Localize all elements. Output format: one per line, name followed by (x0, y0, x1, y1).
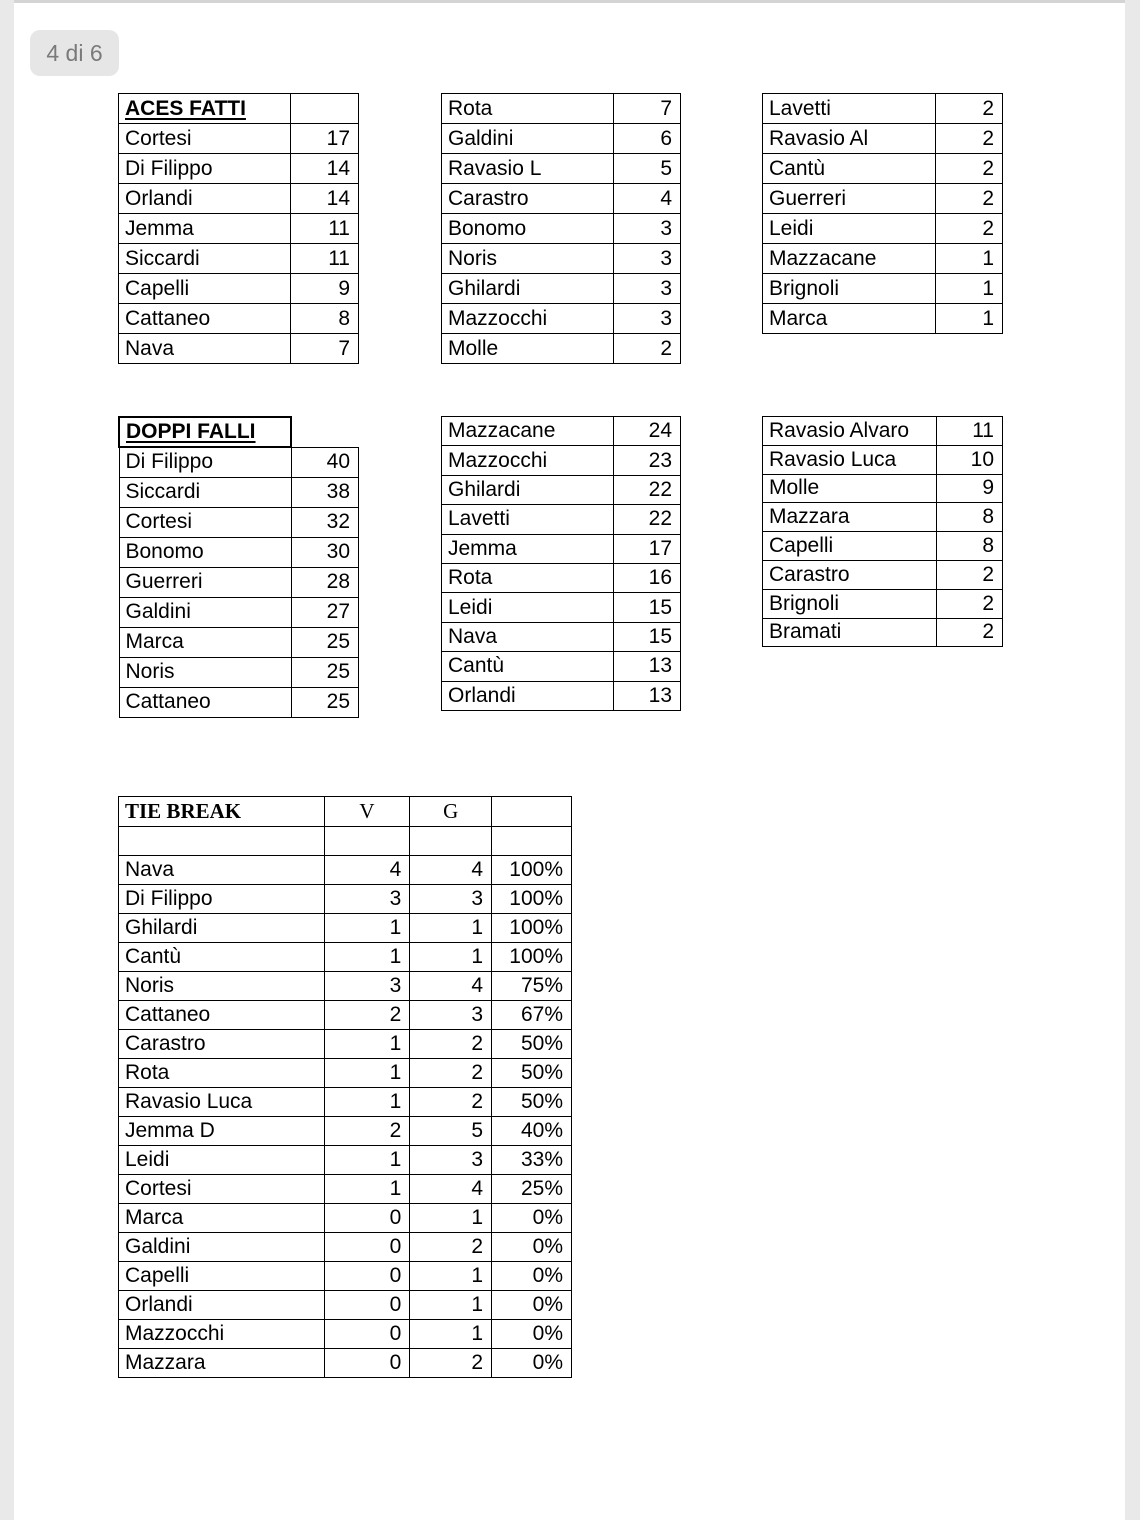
table-row (119, 244, 359, 274)
player-name: Orlandi (442, 681, 614, 710)
wins-value: 1 (324, 1088, 410, 1117)
player-value: 7 (291, 334, 359, 364)
games-value: 2 (410, 1233, 492, 1262)
player-name: Brignoli (763, 274, 936, 304)
player-name: Ghilardi (442, 475, 614, 504)
games-value: 5 (410, 1117, 492, 1146)
percent-value: 0% (492, 1320, 572, 1349)
player-name: Leidi (442, 593, 614, 622)
player-value: 3 (614, 214, 681, 244)
table-row (119, 447, 359, 477)
table-row (119, 334, 359, 364)
percent-value: 40% (492, 1117, 572, 1146)
player-name: Ravasio Luca (119, 1088, 325, 1117)
player-value: 22 (614, 505, 681, 534)
player-name: Mazzara (119, 1349, 325, 1378)
percent-value: 33% (492, 1146, 572, 1175)
games-value: 1 (410, 943, 492, 972)
percent-value: 0% (492, 1233, 572, 1262)
header-empty-cell (291, 94, 359, 124)
table-row (763, 274, 1003, 304)
table-row (763, 503, 1003, 532)
table-row (763, 244, 1003, 274)
table-row (442, 622, 681, 651)
player-name: Ghilardi (442, 274, 614, 304)
table-row (119, 477, 359, 507)
table-row (119, 943, 572, 972)
doppi-table-1 (118, 416, 359, 718)
player-value: 14 (291, 154, 359, 184)
player-name: Galdini (119, 1233, 325, 1262)
table-row (763, 184, 1003, 214)
player-value: 2 (936, 154, 1003, 184)
table-row (442, 274, 681, 304)
player-name: Leidi (763, 214, 936, 244)
table-row (763, 304, 1003, 334)
table-row (442, 446, 681, 475)
player-name: Cantù (763, 154, 936, 184)
player-name: Marca (119, 627, 291, 657)
games-value: 2 (410, 1059, 492, 1088)
table-row (442, 154, 681, 184)
header-empty-cell (291, 417, 358, 447)
player-name: Bonomo (442, 214, 614, 244)
wins-value: 1 (324, 1175, 410, 1204)
games-value: 1 (410, 1204, 492, 1233)
player-value: 25 (291, 627, 358, 657)
wins-value: 1 (324, 1030, 410, 1059)
wins-value: 0 (324, 1204, 410, 1233)
games-value: 3 (410, 1146, 492, 1175)
table-row (119, 1117, 572, 1146)
wins-value: 4 (324, 856, 410, 885)
player-name: Jemma (119, 214, 291, 244)
table-row (763, 417, 1003, 446)
player-value: 11 (291, 244, 359, 274)
player-name: Orlandi (119, 1291, 325, 1320)
wins-value: 0 (324, 1291, 410, 1320)
table-row (442, 214, 681, 244)
player-name: Mazzocchi (119, 1320, 325, 1349)
aces-title: ACES FATTI (125, 96, 246, 120)
player-name: Ravasio L (442, 154, 614, 184)
player-value: 6 (614, 124, 681, 154)
player-name: Guerreri (763, 184, 936, 214)
player-name: Mazzacane (442, 417, 614, 446)
player-value: 40 (291, 447, 358, 477)
percent-value: 100% (492, 885, 572, 914)
table-row (119, 885, 572, 914)
games-value: 2 (410, 1088, 492, 1117)
games-value: 3 (410, 885, 492, 914)
player-name: Rota (442, 94, 614, 124)
table-row (119, 124, 359, 154)
wins-value: 3 (324, 885, 410, 914)
player-value: 8 (936, 532, 1002, 561)
table-row (119, 1233, 572, 1262)
player-name: Capelli (763, 532, 937, 561)
percent-value: 50% (492, 1059, 572, 1088)
percent-value: 75% (492, 972, 572, 1001)
wins-value: 1 (324, 914, 410, 943)
player-value: 24 (614, 417, 681, 446)
table-row (442, 534, 681, 563)
player-value: 2 (936, 124, 1003, 154)
player-value: 11 (291, 214, 359, 244)
table-row (119, 687, 359, 717)
table-row (442, 593, 681, 622)
doppi-header (119, 417, 291, 447)
player-name: Lavetti (763, 94, 936, 124)
table-row (119, 1175, 572, 1204)
player-name: Siccardi (119, 477, 291, 507)
player-name: Marca (119, 1204, 325, 1233)
player-value: 2 (936, 214, 1003, 244)
wins-value: 0 (324, 1320, 410, 1349)
player-name: Cattaneo (119, 1001, 325, 1030)
player-name: Bonomo (119, 537, 291, 567)
tiebreak-table (118, 796, 572, 1378)
table-row (763, 154, 1003, 184)
percent-value: 0% (492, 1262, 572, 1291)
player-value: 10 (936, 445, 1002, 474)
wins-value: 0 (324, 1262, 410, 1291)
player-name: Carastro (442, 184, 614, 214)
empty-cell (324, 827, 410, 856)
table-row (119, 567, 359, 597)
player-name: Noris (442, 244, 614, 274)
player-value: 2 (936, 589, 1002, 618)
player-name: Nava (119, 334, 291, 364)
player-value: 15 (614, 593, 681, 622)
player-name: Ravasio Alvaro (763, 417, 937, 446)
player-value: 15 (614, 622, 681, 651)
player-name: Brignoli (763, 589, 937, 618)
player-value: 30 (291, 537, 358, 567)
wins-value: 2 (324, 1117, 410, 1146)
table-row (119, 1088, 572, 1117)
tiebreak-title: TIE BREAK (119, 797, 325, 827)
doppi-table-3 (762, 416, 1003, 647)
player-value: 2 (936, 560, 1002, 589)
player-name: Bramati (763, 618, 937, 647)
player-value: 3 (614, 244, 681, 274)
player-name: Ravasio Luca (763, 445, 937, 474)
player-value: 8 (936, 503, 1002, 532)
player-name: Cortesi (119, 507, 291, 537)
player-value: 4 (614, 184, 681, 214)
player-name: Nava (442, 622, 614, 651)
table-row (442, 652, 681, 681)
player-name: Molle (442, 334, 614, 364)
player-value: 28 (291, 567, 358, 597)
games-value: 1 (410, 1320, 492, 1349)
player-value: 13 (614, 652, 681, 681)
player-value: 9 (936, 474, 1002, 503)
player-value: 2 (614, 334, 681, 364)
table-row (442, 184, 681, 214)
player-name: Cattaneo (119, 304, 291, 334)
doppi-title: DOPPI FALLI (126, 420, 256, 443)
table-row (119, 657, 359, 687)
player-name: Cortesi (119, 124, 291, 154)
percent-value: 0% (492, 1349, 572, 1378)
player-name: Di Filippo (119, 885, 325, 914)
empty-row (119, 827, 572, 856)
player-value: 14 (291, 184, 359, 214)
player-value: 5 (614, 154, 681, 184)
table-row (119, 627, 359, 657)
percent-value: 0% (492, 1291, 572, 1320)
player-value: 1 (936, 274, 1003, 304)
games-value: 2 (410, 1349, 492, 1378)
player-name: Lavetti (442, 505, 614, 534)
player-name: Ghilardi (119, 914, 325, 943)
col-v-header: V (324, 797, 410, 827)
wins-value: 0 (324, 1349, 410, 1378)
player-name: Carastro (763, 560, 937, 589)
table-row (442, 124, 681, 154)
header-empty-cell (492, 797, 572, 827)
table-row (763, 532, 1003, 561)
col-g-header: G (410, 797, 492, 827)
player-name: Galdini (119, 597, 291, 627)
player-name: Di Filippo (119, 447, 291, 477)
player-value: 1 (936, 304, 1003, 334)
doppi-table-2 (441, 416, 681, 711)
player-name: Noris (119, 972, 325, 1001)
wins-value: 1 (324, 943, 410, 972)
table-row (442, 94, 681, 124)
player-name: Noris (119, 657, 291, 687)
table-row (119, 154, 359, 184)
player-value: 38 (291, 477, 358, 507)
table-header-row (119, 417, 359, 447)
player-name: Orlandi (119, 184, 291, 214)
player-name: Guerreri (119, 567, 291, 597)
games-value: 4 (410, 972, 492, 1001)
player-name: Cantù (119, 943, 325, 972)
table-row (119, 214, 359, 244)
table-row (119, 1349, 572, 1378)
table-row (119, 1204, 572, 1233)
table-row (119, 1059, 572, 1088)
table-row (119, 914, 572, 943)
games-value: 1 (410, 914, 492, 943)
player-name: Ravasio Al (763, 124, 936, 154)
player-value: 1 (936, 244, 1003, 274)
table-row (442, 244, 681, 274)
table-row (763, 124, 1003, 154)
table-row (119, 1001, 572, 1030)
percent-value: 50% (492, 1088, 572, 1117)
wins-value: 1 (324, 1059, 410, 1088)
player-name: Capelli (119, 274, 291, 304)
player-value: 17 (614, 534, 681, 563)
table-row (442, 681, 681, 710)
games-value: 2 (410, 1030, 492, 1059)
player-value: 2 (936, 94, 1003, 124)
table-row (119, 304, 359, 334)
games-value: 4 (410, 1175, 492, 1204)
player-name: Carastro (119, 1030, 325, 1059)
table-row (119, 1291, 572, 1320)
wins-value: 0 (324, 1233, 410, 1262)
table-row (763, 474, 1003, 503)
table-row (763, 445, 1003, 474)
percent-value: 0% (492, 1204, 572, 1233)
player-name: Mazzocchi (442, 446, 614, 475)
player-value: 17 (291, 124, 359, 154)
table-row (442, 505, 681, 534)
player-name: Nava (119, 856, 325, 885)
page-indicator: 4 di 6 (30, 30, 119, 76)
table-row (442, 334, 681, 364)
player-name: Galdini (442, 124, 614, 154)
empty-cell (492, 827, 572, 856)
table-row (119, 1146, 572, 1175)
percent-value: 67% (492, 1001, 572, 1030)
table-row (442, 475, 681, 504)
table-row (442, 304, 681, 334)
table-row (119, 972, 572, 1001)
player-name: Rota (119, 1059, 325, 1088)
games-value: 3 (410, 1001, 492, 1030)
player-name: Cattaneo (119, 687, 291, 717)
player-value: 32 (291, 507, 358, 537)
player-name: Mazzara (763, 503, 937, 532)
player-value: 8 (291, 304, 359, 334)
player-value: 3 (614, 274, 681, 304)
percent-value: 100% (492, 914, 572, 943)
player-name: Jemma (442, 534, 614, 563)
percent-value: 50% (492, 1030, 572, 1059)
player-value: 25 (291, 657, 358, 687)
table-row (763, 94, 1003, 124)
games-value: 1 (410, 1262, 492, 1291)
player-value: 25 (291, 687, 358, 717)
wins-value: 3 (324, 972, 410, 1001)
games-value: 4 (410, 856, 492, 885)
wins-value: 1 (324, 1146, 410, 1175)
percent-value: 25% (492, 1175, 572, 1204)
player-name: Jemma D (119, 1117, 325, 1146)
games-value: 1 (410, 1291, 492, 1320)
player-name: Capelli (119, 1262, 325, 1291)
aces-table-3 (762, 93, 1003, 334)
table-header-row (119, 94, 359, 124)
player-value: 16 (614, 563, 681, 592)
player-name: Cantù (442, 652, 614, 681)
percent-value: 100% (492, 943, 572, 972)
aces-header (119, 94, 291, 124)
player-value: 22 (614, 475, 681, 504)
wins-value: 2 (324, 1001, 410, 1030)
player-value: 9 (291, 274, 359, 304)
player-value: 7 (614, 94, 681, 124)
player-name: Leidi (119, 1146, 325, 1175)
table-row (119, 184, 359, 214)
table-row (119, 274, 359, 304)
percent-value: 100% (492, 856, 572, 885)
table-row (119, 507, 359, 537)
empty-cell (119, 827, 325, 856)
table-row (119, 856, 572, 885)
player-value: 13 (614, 681, 681, 710)
player-name: Marca (763, 304, 936, 334)
table-row (119, 1262, 572, 1291)
player-name: Siccardi (119, 244, 291, 274)
player-value: 2 (936, 618, 1002, 647)
player-name: Mazzacane (763, 244, 936, 274)
page-edge (14, 0, 1125, 3)
player-name: Cortesi (119, 1175, 325, 1204)
player-name: Molle (763, 474, 937, 503)
table-row (119, 1320, 572, 1349)
player-name: Rota (442, 563, 614, 592)
table-row (119, 597, 359, 627)
table-row (119, 537, 359, 567)
player-value: 11 (936, 417, 1002, 446)
player-value: 23 (614, 446, 681, 475)
empty-cell (410, 827, 492, 856)
table-row (763, 618, 1003, 647)
table-row (763, 560, 1003, 589)
table-row (442, 563, 681, 592)
aces-table-1 (118, 93, 359, 364)
table-row (442, 417, 681, 446)
player-value: 2 (936, 184, 1003, 214)
table-row (763, 589, 1003, 618)
player-value: 3 (614, 304, 681, 334)
player-name: Di Filippo (119, 154, 291, 184)
aces-table-2 (441, 93, 681, 364)
table-row (119, 1030, 572, 1059)
player-name: Mazzocchi (442, 304, 614, 334)
table-header-row (119, 797, 572, 827)
player-value: 27 (291, 597, 358, 627)
table-row (763, 214, 1003, 244)
